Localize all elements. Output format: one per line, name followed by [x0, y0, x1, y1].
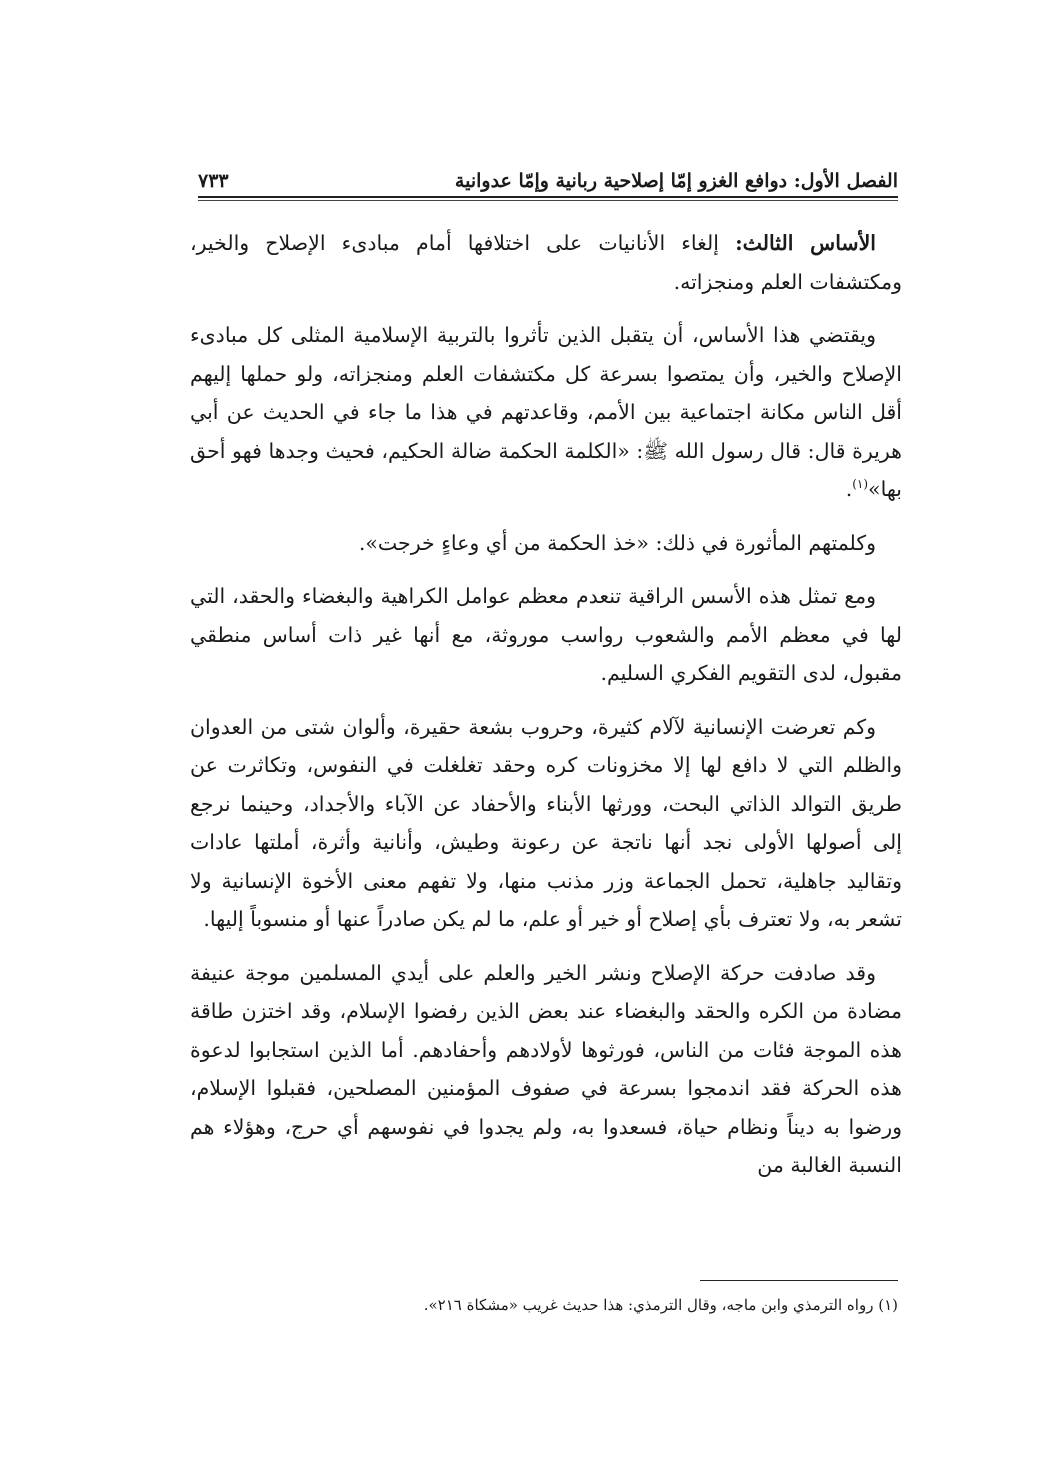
footnote-ref: (١)	[852, 477, 869, 492]
running-header	[198, 152, 898, 192]
paragraph-6-text: وقد صادفت حركة الإصلاح ونشر الخير والعلم على أيدي المسلمين موجة عنيفة مضادة من الكره والحقد والبغضاء عند بعض الذين رفضوا الإسلام، وقد اختزن طاقة هذه الموجة فئات من الناس، فورثوها لأولادهم وأحفادهم. أما الذين استجابوا لدعوة هذه الحركة فقد اندمجوا بسرعة في صفوف المؤمنين المصلحين، فقبلوا الإسلام، ورضوا به ديناً ونظام حياة، فسعدوا به، ولم يجدوا في نفوسهم أي حرج، وهؤلاء هم النسبة الغالبة من	[190, 960, 902, 1177]
paragraph-6	[190, 954, 902, 1185]
paragraph-2-end: .	[845, 477, 853, 501]
paragraph-1	[190, 224, 902, 301]
paragraph-3-text: وكلمتهم المأثورة في ذلك: «خذ الحكمة من أي وعاءٍ خرجت».	[358, 530, 876, 555]
paragraph-2-text: ويقتضي هذا الأساس، أن يتقبل الذين تأثروا بالتربية الإسلامية المثلى كل مبادىء الإصلاح والخير، وأن يمتصوا بسرعة كل مكتشفات العلم ومنجزاته، ولو حملها إليهم أقل الناس مكانة اجتماعية بين الأمم، وقاعدتهم في هذا ما جاء في الحديث عن أبي هريرة قال: قال رسول الله ﷺ: «الكلمة الحكمة ضالة الحكيم، فحيث وجدها فهو أحق بها»	[190, 323, 902, 501]
footnote-rule	[700, 1280, 898, 1281]
paragraph-5-text: وكم تعرضت الإنسانية لآلام كثيرة، وحروب بشعة حقيرة، وألوان شتى من العدوان والظلم التي لا دافع لها إلا مخزونات كره وحقد تغلغلت في النفوس، وتكاثرت عن طريق التوالد الذاتي البحت، وورثها الأبناء والأحفاد عن الآباء والأجداد، وحينما نرجع إلى أصولها الأولى نجد أنها ناتجة عن رعونة وطيش، وأنانية وأثرة، أملتها عادات وتقاليد جاهلية، تحمل الجماعة وزر مذنب منها، ولا تفهم معنى الأخوة الإنسانية ولا تشعر به، ولا تعترف بأي إصلاح أو خير أو علم، ما لم يكن صادراً عنها أو منسوباً إليها.	[190, 714, 902, 931]
chapter-title: الفصل الأول: دوافع الغزو إمّا إصلاحية ربانية وإمّا عدوانية	[454, 170, 898, 192]
header-rule	[198, 196, 898, 198]
paragraph-5	[190, 708, 902, 939]
body-text	[190, 224, 902, 1185]
header-rule-thin	[198, 200, 898, 201]
page-number: ٧٣٣	[198, 170, 229, 192]
paragraph-4-text: ومع تمثل هذه الأسس الراقية تنعدم معظم عوامل الكراهية والبغضاء والحقد، التي لها في معظم الأمم والشعوب رواسب موروثة، مع أنها غير ذات أساس منطقي مقبول، لدى التقويم الفكري السليم.	[190, 584, 902, 685]
paragraph-4	[190, 577, 902, 693]
paragraph-1-text: إلغاء الأنانيات على اختلافها أمام مبادىء الإصلاح والخير، ومكتشفات العلم ومنجزاته.	[190, 231, 902, 294]
paragraph-2	[190, 316, 902, 509]
paragraph-lead: الأساس الثالث:	[735, 231, 876, 255]
footnote: (١) رواه الترمذي وابن ماجه، وقال الترمذي: هذا حديث غريب «مشكاة ٢١٦».	[423, 1296, 898, 1314]
paragraph-3	[190, 524, 902, 563]
